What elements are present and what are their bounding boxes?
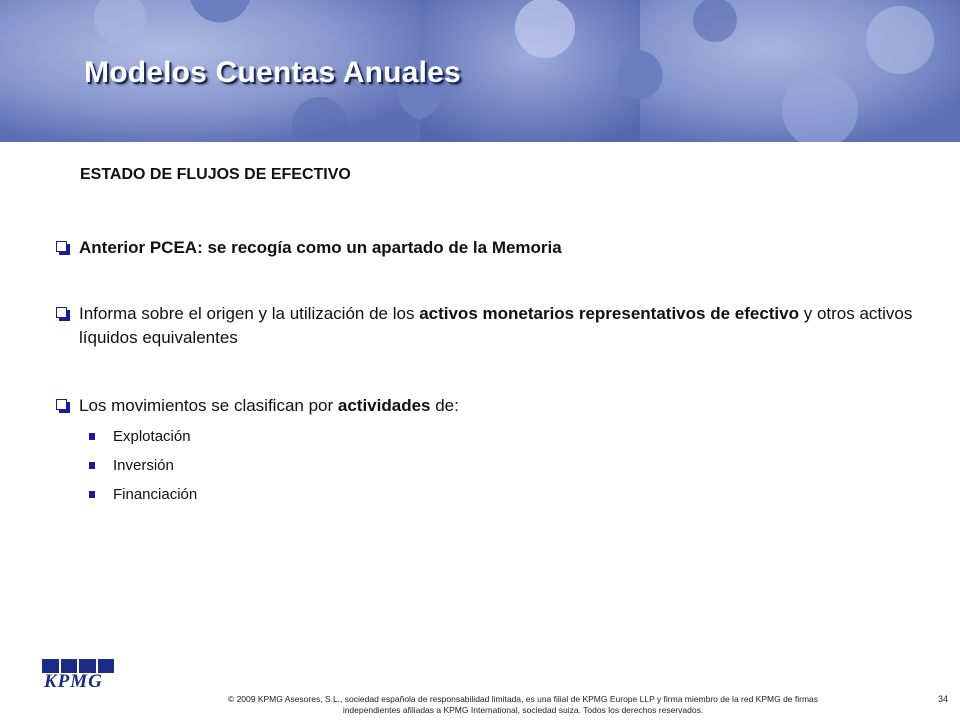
bullet-text: de: xyxy=(430,396,459,415)
copyright-line-2: independientes afiliadas a KPMG International, sociedad suiza. Todos los derechos reservados. xyxy=(342,705,704,715)
bullet-bold-text: activos monetarios representativos de efectivo xyxy=(419,304,799,323)
checkbox-bullet-icon xyxy=(56,399,70,413)
bullet-item xyxy=(56,236,916,260)
sub-item-label: Financiación xyxy=(113,486,198,503)
logo-text: KPMG xyxy=(44,671,103,692)
bullet-item xyxy=(56,394,916,418)
square-bullet-icon xyxy=(89,433,95,440)
sub-item xyxy=(89,485,197,505)
sub-item-label: Explotación xyxy=(113,428,191,445)
copyright-line-1: © 2009 KPMG Asesores, S.L., sociedad española de responsabilidad limitada, es una filial de KPMG Europe LLP y firma miembro de la red KPMG de firmas xyxy=(227,694,819,704)
bullet-text: Los movimientos se clasifican por xyxy=(79,396,338,415)
square-bullet-icon xyxy=(89,491,95,498)
bullet-text: Informa sobre el origen y la utilización de los xyxy=(79,304,420,323)
slide-title: Modelos Cuentas Anuales xyxy=(84,56,461,89)
bullet-text: y otros activos líquidos equivalentes xyxy=(79,304,913,347)
bullet-bold-text: Anterior PCEA: se recogía como un apartado de la Memoria xyxy=(79,238,562,257)
page-number: 34 xyxy=(938,694,949,704)
checkbox-bullet-icon xyxy=(56,307,70,321)
sub-item xyxy=(89,427,191,447)
bullet-item xyxy=(56,302,916,350)
section-heading: ESTADO DE FLUJOS DE EFECTIVO xyxy=(80,166,351,183)
bullet-bold-text: actividades xyxy=(337,396,431,415)
checkbox-bullet-icon xyxy=(56,241,70,255)
kpmg-logo xyxy=(42,659,114,692)
square-bullet-icon xyxy=(89,462,95,469)
sub-item-label: Inversión xyxy=(113,457,174,474)
copyright-footer xyxy=(128,694,918,716)
sub-item xyxy=(89,456,174,476)
header-banner xyxy=(0,0,960,142)
